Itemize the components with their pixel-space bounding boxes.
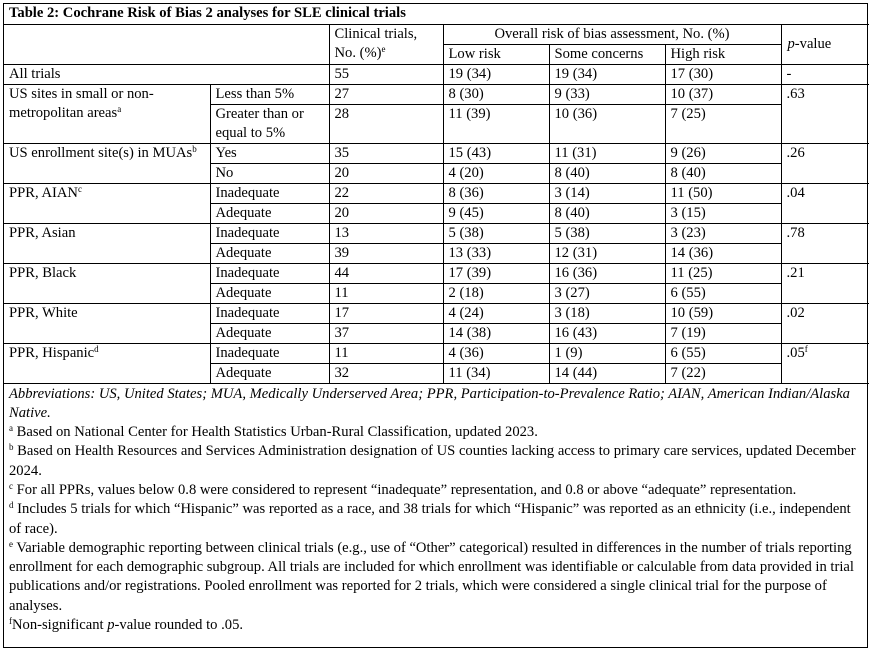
cell-high: 6 (55) <box>665 343 781 363</box>
footnote-list <box>9 423 861 616</box>
cell-high: 10 (37) <box>665 84 781 104</box>
cell-p-value: .26 <box>781 143 869 183</box>
cell-n: 28 <box>329 104 443 143</box>
cell-p-value: .02 <box>781 303 869 343</box>
cell-n: 32 <box>329 363 443 383</box>
cell-n: 44 <box>329 263 443 283</box>
cell-some: 8 (40) <box>549 203 665 223</box>
cell-n: 11 <box>329 343 443 363</box>
cell-n: 55 <box>329 64 443 84</box>
header-clinical-trials: Clinical trials, No. (%)$^e$ <box>329 24 443 64</box>
cell-subgroup: Adequate <box>210 243 329 263</box>
row-label: All trials <box>4 64 329 84</box>
table-row <box>4 143 869 163</box>
group-label: US enrollment site(s) in MUAs$^b$ <box>4 143 210 183</box>
footnote-c: $^c$ For all PPRs, values below 0.8 were considered to represent “inadequate” representation, and 0.8 or above “adequate” representation. <box>9 480 797 498</box>
cell-high: 10 (59) <box>665 303 781 323</box>
cell-n: 35 <box>329 143 443 163</box>
table-title: Table 2: Cochrane Risk of Bias 2 analyses for SLE clinical trials <box>4 4 869 24</box>
risk-of-bias-table-container <box>3 3 868 648</box>
cell-p: - <box>781 64 869 84</box>
cell-some: 3 (18) <box>549 303 665 323</box>
cell-n: 37 <box>329 323 443 343</box>
cell-p-value: .21 <box>781 263 869 303</box>
cell-low: 14 (38) <box>443 323 549 343</box>
cell-subgroup: Inadequate <box>210 183 329 203</box>
group-label: PPR, White <box>4 303 210 343</box>
group-label: PPR, Black <box>4 263 210 303</box>
cell-low: 19 (34) <box>443 64 549 84</box>
cell-high: 14 (36) <box>665 243 781 263</box>
cell-subgroup: Inadequate <box>210 263 329 283</box>
footnote-e: $^e$ Variable demographic reporting between clinical trials (e.g., use of “Other” categorical) resulted in differences in the number of trials reporting enrollment for each demographic subgroup. All trials are included for which enrollment was identifiable or calculable from data provided in trial publications and/or registrations. Pooled enrollment was reported for 2 trials, which were considered a single clinical trial for the purpose of analyses. <box>9 538 854 614</box>
cell-high: 11 (50) <box>665 183 781 203</box>
cell-low: 17 (39) <box>443 263 549 283</box>
cell-n: 27 <box>329 84 443 104</box>
cell-some: 12 (31) <box>549 243 665 263</box>
header-high-risk: High risk <box>665 44 781 64</box>
cell-some: 16 (36) <box>549 263 665 283</box>
cell-high: 3 (23) <box>665 223 781 243</box>
cell-subgroup: Adequate <box>210 323 329 343</box>
cell-low: 4 (36) <box>443 343 549 363</box>
cell-subgroup: Inadequate <box>210 303 329 323</box>
table-row <box>4 263 869 283</box>
cell-n: 39 <box>329 243 443 263</box>
header-overall-risk: Overall risk of bias assessment, No. (%) <box>443 24 781 44</box>
cell-low: 4 (24) <box>443 303 549 323</box>
cell-some: 19 (34) <box>549 64 665 84</box>
cell-some: 11 (31) <box>549 143 665 163</box>
cell-high: 17 (30) <box>665 64 781 84</box>
cell-some: 1 (9) <box>549 343 665 363</box>
cell-high: 7 (22) <box>665 363 781 383</box>
cell-subgroup: Yes <box>210 143 329 163</box>
cell-some: 16 (43) <box>549 323 665 343</box>
cell-n: 22 <box>329 183 443 203</box>
cell-low: 2 (18) <box>443 283 549 303</box>
cell-p-value: .05$^f$ <box>781 343 869 383</box>
cell-n: 20 <box>329 203 443 223</box>
cell-low: 13 (33) <box>443 243 549 263</box>
cell-high: 11 (25) <box>665 263 781 283</box>
cell-n: 20 <box>329 163 443 183</box>
cell-high: 8 (40) <box>665 163 781 183</box>
cell-some: 3 (14) <box>549 183 665 203</box>
table-row <box>4 84 869 104</box>
cell-p-value: .04 <box>781 183 869 223</box>
cell-p-value: .63 <box>781 84 869 143</box>
group-label: PPR, AIAN$^c$ <box>4 183 210 223</box>
group-label: PPR, Asian <box>4 223 210 263</box>
footnotes <box>4 384 867 636</box>
cell-subgroup: Less than 5% <box>210 84 329 104</box>
header-some-concerns: Some concerns <box>549 44 665 64</box>
cell-subgroup: Adequate <box>210 283 329 303</box>
group-label: US sites in small or non-metropolitan areas$^a$ <box>4 84 210 143</box>
cell-subgroup: Greater than or equal to 5% <box>210 104 329 143</box>
cell-some: 9 (33) <box>549 84 665 104</box>
cell-subgroup: Inadequate <box>210 343 329 363</box>
cell-some: 8 (40) <box>549 163 665 183</box>
cell-subgroup: No <box>210 163 329 183</box>
cell-low: 9 (45) <box>443 203 549 223</box>
cell-low: 4 (20) <box>443 163 549 183</box>
footnote-f: $^f$Non-significant p-value rounded to .05. <box>9 616 244 634</box>
cell-p-value: .78 <box>781 223 869 263</box>
footnote-d: $^d$ Includes 5 trials for which “Hispanic” was reported as a race, and 38 trials for which “Hispanic” was reported as an ethnicity (i.e., independent of race). <box>9 500 851 537</box>
cell-some: 10 (36) <box>549 104 665 143</box>
table-row <box>4 223 869 243</box>
cell-high: 6 (55) <box>665 283 781 303</box>
cell-subgroup: Inadequate <box>210 223 329 243</box>
header-blank <box>4 24 329 64</box>
cell-n: 13 <box>329 223 443 243</box>
risk-of-bias-table <box>4 4 869 384</box>
abbreviations-note: Abbreviations: US, United States; MUA, Medically Underserved Area; PPR, Participation-to-Prevalence Ratio; AIAN, American Indian/Alaska Native. <box>9 385 850 421</box>
group-label: PPR, Hispanic$^d$ <box>4 343 210 383</box>
cell-high: 9 (26) <box>665 143 781 163</box>
cell-some: 3 (27) <box>549 283 665 303</box>
cell-n: 17 <box>329 303 443 323</box>
table-row <box>4 303 869 323</box>
table-row <box>4 343 869 363</box>
cell-low: 11 (34) <box>443 363 549 383</box>
cell-high: 3 (15) <box>665 203 781 223</box>
cell-some: 5 (38) <box>549 223 665 243</box>
table-row <box>4 183 869 203</box>
table-row-all-trials <box>4 64 869 84</box>
header-p-value: p-value <box>781 24 869 64</box>
cell-low: 8 (36) <box>443 183 549 203</box>
footnote-a: $^a$ Based on National Center for Health Statistics Urban-Rural Classification, updated 2023. <box>9 423 538 441</box>
cell-low: 8 (30) <box>443 84 549 104</box>
footnote-b: $^b$ Based on Health Resources and Services Administration designation of US counties lacking access to primary care services, updated December 2024. <box>9 442 856 479</box>
cell-high: 7 (25) <box>665 104 781 143</box>
cell-low: 11 (39) <box>443 104 549 143</box>
header-low-risk: Low risk <box>443 44 549 64</box>
cell-n: 11 <box>329 283 443 303</box>
cell-subgroup: Adequate <box>210 203 329 223</box>
cell-some: 14 (44) <box>549 363 665 383</box>
cell-subgroup: Adequate <box>210 363 329 383</box>
cell-low: 15 (43) <box>443 143 549 163</box>
cell-low: 5 (38) <box>443 223 549 243</box>
cell-high: 7 (19) <box>665 323 781 343</box>
